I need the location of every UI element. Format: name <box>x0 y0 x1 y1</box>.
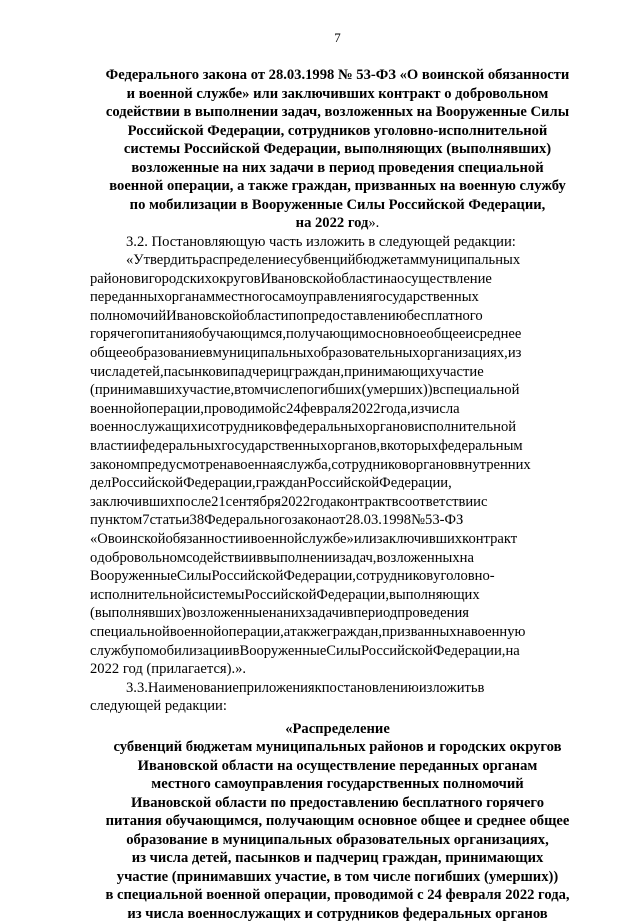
section-3-3-line: 3.3.Наименованиеприложениякпостановлениюизложитьв <box>126 679 485 696</box>
quote-line: (выполнявших)возложенныенанихзадачивпериодпроведения <box>90 605 469 622</box>
quote-line: заключившихпосле21сентября2022годаконтрактвсоответствиис <box>90 493 488 510</box>
header-line: и военной службе» или заключивших контракт о добровольном <box>126 85 549 102</box>
annex-title-line: в специальной военной операции, проводимой с 24 февраля 2022 года, <box>105 887 570 904</box>
header-line: по мобилизации в Вооруженные Силы Российской Федерации, <box>129 196 546 213</box>
quote-paragraph <box>90 251 585 679</box>
annex-title-line: из числа военнослужащих и сотрудников федеральных органов <box>127 905 548 922</box>
header-line: возложенные на них задачи в период проведения специальной <box>131 159 544 176</box>
quote-line: военнослужащихисотрудниковфедеральныхоргановисполнительной <box>90 419 517 436</box>
quote-line: одобровольномсодействииввыполнениизадач,возложенныхна <box>90 549 474 566</box>
header-line: системы Российской Федерации, выполняющих (выполнявших) <box>123 141 552 157</box>
annex-title-line: питания обучающимся, получающим основное общее и среднее общее <box>105 813 570 830</box>
quote-line: числадетей,пасынковипадчерицграждан,принимающихучастие <box>90 363 484 380</box>
section-3-2 <box>90 233 585 252</box>
annex-title <box>90 720 585 923</box>
section-3-2-text: 3.2. Постановляющую часть изложить в следующей редакции: <box>126 233 516 250</box>
quote-line: горячегопитанияобучающимся,получающимосновноеобщееисреднее <box>90 326 522 343</box>
header-line: военной операции, а также граждан, призванных на военную службу <box>109 178 566 194</box>
section-3-3-line: следующей редакции: <box>90 698 227 715</box>
annex-title-line: местного самоуправления государственных полномочий <box>151 776 524 793</box>
quote-line: пунктом7статьи38Федеральногозаконаот28.03.1998№53-ФЗ <box>90 512 464 529</box>
quote-line: «Овоинскойобязанностиивоеннойслужбе»илизаключившихконтракт <box>90 531 518 547</box>
quote-line: «Утвердитьраспределениесубвенцийбюджетаммуниципальных <box>126 252 521 269</box>
quote-line: специальнойвоеннойоперации,атакжеграждан,призванныхнавоенную <box>90 623 526 640</box>
header-line-last <box>90 214 585 233</box>
page-number: 7 <box>334 30 341 45</box>
header-line: содействии в выполнении задач, возложенных на Вооруженные Силы <box>105 104 570 120</box>
annex-title-line: участие (принимавших участие, в том числе погибших (умерших)) <box>116 868 559 885</box>
quote-line: общееобразованиевмуниципальныхобразовательныхорганизациях,из <box>90 345 522 362</box>
annex-title-line: Ивановской области на осуществление переданных органам <box>137 757 538 774</box>
quote-line: службупомобилизациивВооруженныеСилыРоссийскойФедерации,на <box>90 642 520 659</box>
quote-line: военнойоперации,проводимойс24февраля2022года,изчисла <box>90 400 460 417</box>
quote-line: закономпредусмотренавоеннаяслужба,сотрудниковоргановвнутренних <box>90 456 531 473</box>
quote-line: (принимавшихучастие,втомчислепогибших(умерших))вспециальной <box>90 382 520 399</box>
quote-line: делРоссийскойФедерации,гражданРоссийскойФедерации, <box>90 475 452 492</box>
quote-line: исполнительнойсистемыРоссийскойФедерации,выполняющих <box>90 586 480 603</box>
header-block <box>90 66 585 233</box>
quote-line: властиифедеральныхгосударственныхорганов,вкоторыхфедеральным <box>90 438 523 455</box>
quote-line: полномочийИвановскойобластипопредоставлениюбесплатного <box>90 307 483 324</box>
annex-title-line: Ивановской области по предоставлению бесплатного горячего <box>130 794 544 811</box>
section-3-3 <box>90 679 585 716</box>
quote-line: 2022 год (прилагается).». <box>90 661 247 678</box>
header-line: Российской Федерации, сотрудников уголовно-исполнительной <box>127 122 548 139</box>
annex-title-line: образование в муниципальных образовательных организациях, <box>126 831 549 848</box>
header-last-tail: ». <box>368 215 380 231</box>
annex-title-line: из числа детей, пасынков и падчериц граждан, принимающих <box>131 850 544 867</box>
header-line: Федерального закона от 28.03.1998 № 53-ФЗ «О воинской обязанности <box>105 67 570 83</box>
quote-line: районовигородскихокруговИвановскойобластинаосуществление <box>90 270 492 287</box>
header-last-bold: на 2022 год <box>295 215 369 231</box>
annex-title-line: «Распределение <box>285 720 390 737</box>
annex-title-line: субвенций бюджетам муниципальных районов и городских округов <box>113 739 562 756</box>
quote-line: ВооруженныеСилыРоссийскойФедерации,сотрудниковуголовно- <box>90 568 495 585</box>
quote-line: переданныхорганамместногосамоуправлениягосударственных <box>90 289 479 306</box>
